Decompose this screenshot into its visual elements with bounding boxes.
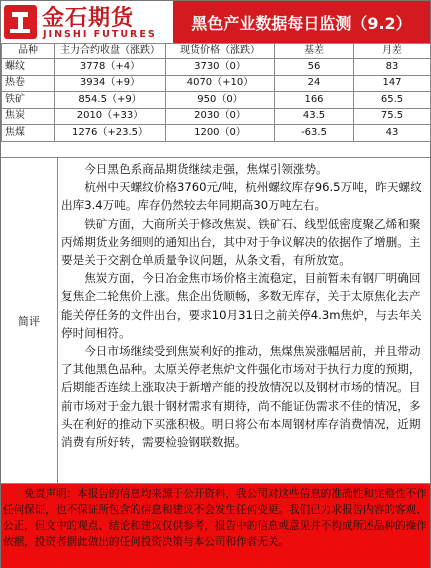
header-spot-price: 现货价格（涨跌） — [166, 44, 275, 59]
spread-cell: 75.5 — [354, 108, 431, 125]
logo-chinese-name: 金石期货 — [42, 5, 135, 31]
spread-cell: 43 — [354, 125, 431, 142]
futures-cell: 854.5（+9） — [55, 92, 166, 109]
table-row — [2, 108, 431, 125]
table-header-row — [2, 44, 431, 59]
header-month-spread: 月差 — [354, 44, 431, 59]
spot-cell: 2030（0） — [166, 108, 275, 125]
spread-cell: 65.5 — [354, 92, 431, 109]
spot-cell: 4070（+10） — [166, 75, 275, 92]
table-row — [2, 59, 431, 76]
basis-cell: 56 — [275, 59, 354, 76]
spot-cell: 950（0） — [166, 92, 275, 109]
basis-cell: 24 — [275, 75, 354, 92]
table-row — [2, 92, 431, 109]
commentary-paragraph: 今日市场继续受到焦炭利好的推动，焦煤焦炭涨幅居前，并且带动了其他黑色品种。太原关停老焦炉文件强化市场对于执行力度的预期，后期能否连续上涨取决于新增产能的投放情况以及钢材市场的情况。目前市场对于金九银十钢材需求有期待，尚不能证伪需求不佳的情况，多头在利好的推动下买涨积极。明日将公布本周钢材库存消费情况，近期消费有所好转，需要检验钢联数据。 — [61, 344, 421, 450]
disclaimer-box — [1, 483, 430, 568]
variety-cell: 焦炭 — [2, 108, 55, 125]
logo-english-name: JINSHI FUTURES — [43, 29, 157, 40]
commentary-label: 简评 — [1, 158, 58, 484]
spot-cell: 3730（0） — [166, 59, 275, 76]
header-variety: 品种 — [2, 44, 55, 59]
variety-cell: 螺纹 — [2, 59, 55, 76]
table-row — [2, 125, 431, 142]
variety-cell: 铁矿 — [2, 92, 55, 109]
table-row — [2, 75, 431, 92]
commentary-paragraph: 今日黑色系商品期货继续走强，焦煤引领涨势。 — [84, 162, 328, 176]
basis-cell: 166 — [275, 92, 354, 109]
futures-cell: 3934（+9） — [55, 75, 166, 92]
variety-cell: 热卷 — [2, 75, 55, 92]
spread-cell: 147 — [354, 75, 431, 92]
price-table — [1, 43, 431, 142]
disclaimer-text: 免责声明：本报告的信息均来源于公开资料，我公司对这些信息的准确性和完整性不作任何保证，也不保证所包含的信息和建议不会发生任何变更。我们已力求报告内容的客观、公正，但文中的观点、结论和建议仅供参考，报告中的信息或意见并不构成所述品种的操作依据，投资者据此做出的任何投资决策与本公司和作者无关。 — [3, 488, 427, 548]
variety-cell: 焦煤 — [2, 125, 55, 142]
commentary-section — [1, 157, 430, 484]
commentary-paragraph: 铁矿方面，大商所关于修改焦炭、铁矿石、线型低密度聚乙烯和聚丙烯期货业务细则的通知出台，其中对于争议解决的依据作了增删。主要是关于交割仓单质量争议问题，从条文看，有所放宽。 — [61, 216, 421, 268]
futures-cell: 1276（+23.5） — [55, 125, 166, 142]
futures-cell: 2010（+33） — [55, 108, 166, 125]
report-title: 黑色产业数据每日监测（9.2） — [173, 1, 430, 43]
basis-cell: 43.5 — [275, 108, 354, 125]
basis-cell: -63.5 — [275, 125, 354, 142]
commentary-body — [61, 160, 427, 451]
spread-cell: 83 — [354, 59, 431, 76]
header-futures-close: 主力合约收盘（涨跌） — [55, 44, 166, 59]
company-logo — [1, 1, 173, 43]
commentary-paragraph: 杭州中天螺纹价格3760元/吨，杭州螺纹库存96.5万吨，昨天螺纹出库3.4万吨。库存仍然较去年同期高30万吨左右。 — [61, 180, 422, 213]
header-basis: 基差 — [275, 44, 354, 59]
commentary-paragraph: 焦炭方面，今日冶金焦市场价格主流稳定，目前暂未有钢厂明确回复焦企二轮焦价上涨。焦企出货顺畅，多数无库存，关于太原焦化去产能关停任务的文件出台，要求10月31日之前关停4.3m焦炉，与去年关停时间相符。 — [61, 271, 422, 340]
spot-cell: 1200（0） — [166, 125, 275, 142]
report-header — [1, 1, 430, 43]
logo-emblem-icon — [4, 5, 37, 39]
futures-cell: 3778（+4） — [55, 59, 166, 76]
